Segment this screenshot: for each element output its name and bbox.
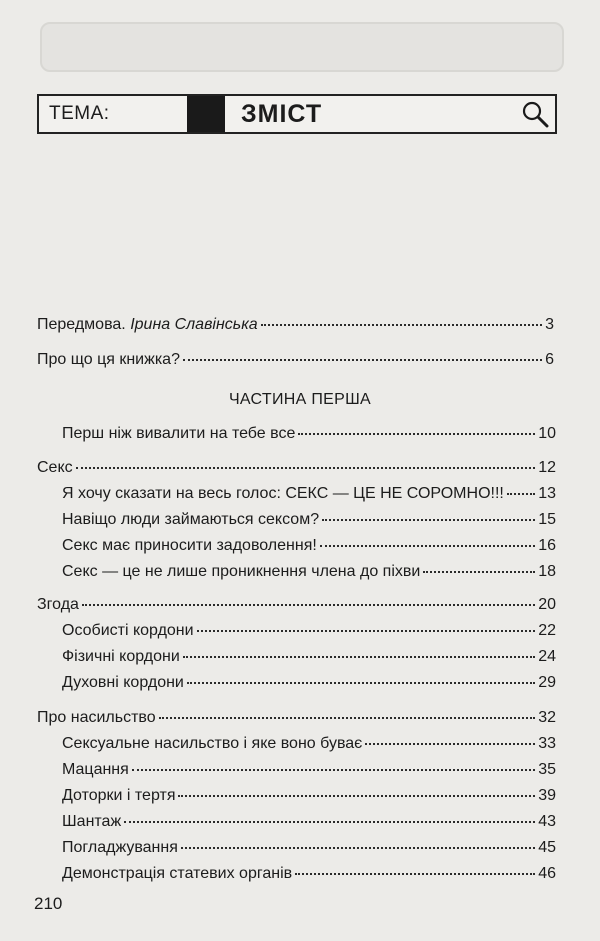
toc-entry-title: Передмова. — [37, 316, 126, 333]
page-title: ЗМІСТ — [241, 99, 323, 128]
toc-entry-title: Особисті кордони — [62, 622, 194, 639]
topic-header — [37, 94, 557, 134]
dot-leader — [76, 467, 536, 469]
toc-entry-title: Сексуальне насильство і яке воно буває — [62, 735, 363, 752]
toc-page-number: 22 — [538, 622, 556, 639]
toc-entry-title: Секс має приносити задоволення! — [62, 537, 317, 554]
dot-leader — [187, 682, 535, 684]
dot-leader — [183, 656, 535, 658]
toc-section-violence[interactable] — [37, 706, 556, 730]
toc-section-sex[interactable] — [37, 456, 556, 480]
toc-entry[interactable] — [62, 560, 556, 584]
dot-leader — [423, 571, 535, 573]
toc-section-title: Згода — [37, 596, 79, 613]
toc-entry-about-book[interactable] — [37, 348, 554, 372]
toc-entry-author: Ірина Славінська — [130, 316, 258, 333]
toc-entry[interactable] — [62, 645, 556, 669]
toc-page-number: 32 — [538, 709, 556, 726]
toc-entry-part-intro[interactable] — [62, 422, 556, 446]
toc-page-number: 18 — [538, 563, 556, 580]
dot-leader — [197, 630, 536, 632]
toc-section-title: Про насильство — [37, 709, 156, 726]
toc-entry[interactable] — [62, 482, 556, 506]
toc-entry-title: Погладжування — [62, 839, 178, 856]
toc-page-number: 43 — [538, 813, 556, 830]
show-through-band — [40, 22, 564, 72]
part-heading: ЧАСТИНА ПЕРША — [228, 391, 372, 408]
dot-leader — [298, 433, 535, 435]
toc-entry-title: Про що ця книжка? — [37, 351, 180, 368]
toc-entry-title: Шантаж — [62, 813, 122, 830]
dot-leader — [261, 324, 542, 326]
toc-entry[interactable] — [62, 758, 556, 782]
toc-entry[interactable] — [62, 862, 556, 886]
toc-entry[interactable] — [62, 810, 556, 834]
toc-page-number: 16 — [538, 537, 556, 554]
dot-leader — [507, 493, 535, 495]
toc-entry[interactable] — [62, 508, 556, 532]
toc-page-number: 46 — [538, 865, 556, 882]
dot-leader — [181, 847, 535, 849]
toc-entry[interactable] — [62, 784, 556, 808]
dot-leader — [82, 604, 535, 606]
toc-page-number: 6 — [545, 351, 554, 368]
toc-entry-title: Навіщо люди займаються сексом? — [62, 511, 320, 528]
toc-page-number: 13 — [538, 485, 556, 502]
dot-leader — [178, 795, 535, 797]
dot-leader — [183, 359, 542, 361]
toc-entry[interactable] — [62, 836, 556, 860]
toc-page-number: 35 — [538, 761, 556, 778]
toc-entry[interactable] — [62, 671, 556, 695]
toc-entry-title: Я хочу сказати на весь голос: СЕКС — ЦЕ НЕ СОРОМНО!!! — [62, 485, 504, 502]
toc-page-number: 45 — [538, 839, 556, 856]
toc-section-title: Секс — [37, 459, 73, 476]
toc-entry-title: Перш ніж вивалити на тебе все — [62, 425, 296, 442]
dot-leader — [132, 769, 535, 771]
page-number: 210 — [34, 894, 63, 913]
toc-entry-foreword[interactable] — [37, 313, 554, 337]
toc-page-number: 33 — [538, 735, 556, 752]
topic-label: ТЕМА: — [49, 103, 110, 124]
toc-page-number: 39 — [538, 787, 556, 804]
toc-page-number: 24 — [538, 648, 556, 665]
toc-entry-title: Духовні кордони — [62, 674, 184, 691]
header-dark-block — [187, 96, 225, 132]
toc-page-number: 12 — [538, 459, 556, 476]
search-icon — [515, 96, 555, 132]
dot-leader — [295, 873, 535, 875]
toc-entry-title: Доторки і тертя — [62, 787, 176, 804]
dot-leader — [159, 717, 536, 719]
toc-entry-title: Фізичні кордони — [62, 648, 180, 665]
dot-leader — [365, 743, 535, 745]
dot-leader — [320, 545, 535, 547]
toc-page-number: 20 — [538, 596, 556, 613]
toc-entry-title: Демонстрація статевих органів — [62, 865, 293, 882]
toc-page-number: 15 — [538, 511, 556, 528]
toc-entry-title: Секс — це не лише проникнення члена до піхви — [62, 563, 421, 580]
toc-entry[interactable] — [62, 534, 556, 558]
toc-page-number: 3 — [545, 316, 554, 333]
toc-section-consent[interactable] — [37, 593, 556, 617]
toc-page-number: 10 — [538, 425, 556, 442]
toc-entry[interactable] — [62, 732, 556, 756]
toc-page-number: 29 — [538, 674, 556, 691]
dot-leader — [124, 821, 535, 823]
toc-entry[interactable] — [62, 619, 556, 643]
toc-entry-title: Мацання — [62, 761, 129, 778]
dot-leader — [322, 519, 535, 521]
